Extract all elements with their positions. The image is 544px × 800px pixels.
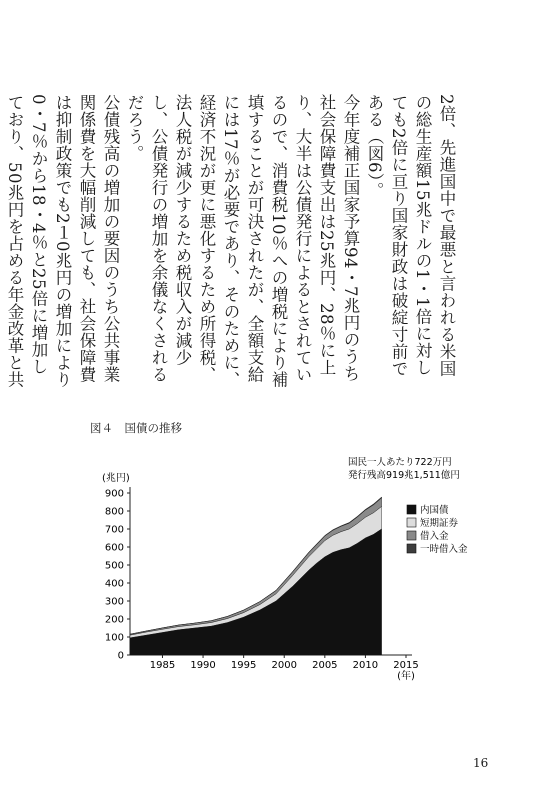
y-axis-unit: (兆円) xyxy=(102,473,130,484)
legend-swatch xyxy=(407,531,416,540)
x-tick-label: 2015 xyxy=(393,660,419,671)
x-axis-unit: (年) xyxy=(397,671,415,682)
y-tick-label: 800 xyxy=(104,506,124,518)
legend-label: 一時借入金 xyxy=(420,544,468,555)
legend-swatch xyxy=(407,544,416,553)
x-tick-label: 1985 xyxy=(149,660,176,671)
page-number: 16 xyxy=(473,756,489,770)
figure-caption: 図４ 国債の推移 xyxy=(90,421,182,435)
legend-label: 借入金 xyxy=(420,531,449,542)
x-tick-label: 2000 xyxy=(271,660,297,671)
paragraph: 公債残高の増加の要因のうち公共事業関係費を大幅削減しても、社会保障費は抑制政策でも2１0兆円の増加により0・7％から18・4％と25倍に増加しており、50兆円を占める年金改革と共 xyxy=(5,94,120,388)
legend-swatch xyxy=(407,505,416,514)
y-tick-label: 0 xyxy=(117,650,124,662)
y-tick-label: 700 xyxy=(104,524,124,536)
x-tick-label: 2005 xyxy=(312,660,338,671)
paragraph: 2倍、先進国中で最悪と言われる米国の総生産額15兆ドルの1・1倍に対しても2倍に亘り国家財政は破綻寸前である（図6）。 xyxy=(365,94,456,377)
legend-label: 短期証券 xyxy=(420,518,459,529)
y-tick-label: 900 xyxy=(104,488,124,500)
legend-label: 内国債 xyxy=(420,505,449,516)
y-tick-label: 500 xyxy=(104,560,124,572)
y-tick-label: 600 xyxy=(104,542,124,554)
x-tick-label: 1990 xyxy=(190,660,216,671)
y-tick-label: 100 xyxy=(104,632,124,644)
x-tick-label: 2010 xyxy=(352,660,379,671)
body-text xyxy=(5,94,458,390)
y-tick-label: 200 xyxy=(104,614,124,626)
chart-annotation: 発行残高919兆1,511億円 xyxy=(348,470,460,481)
legend-swatch xyxy=(407,518,416,527)
paragraph: 今年度補正国家予算94・7兆円のうち社会保障費支出は25兆円、28％に上り、大半は公債発行によるとされているので、消費税10％への増税により補填することが可決されたが、全額支給には17％が必要であり、そのために、経済不況が更に悪化するため所得税、法人税が減少するため税収入が減少し、公債発行の増加を余儀なくされるだろう。 xyxy=(125,94,360,388)
x-tick-label: 1995 xyxy=(230,660,257,671)
chart-annotation: 国民一人あたり722万円 xyxy=(348,457,452,468)
y-tick-label: 400 xyxy=(104,578,124,590)
debt-chart xyxy=(90,455,470,682)
y-tick-label: 300 xyxy=(104,596,124,608)
chart-svg xyxy=(90,455,470,682)
